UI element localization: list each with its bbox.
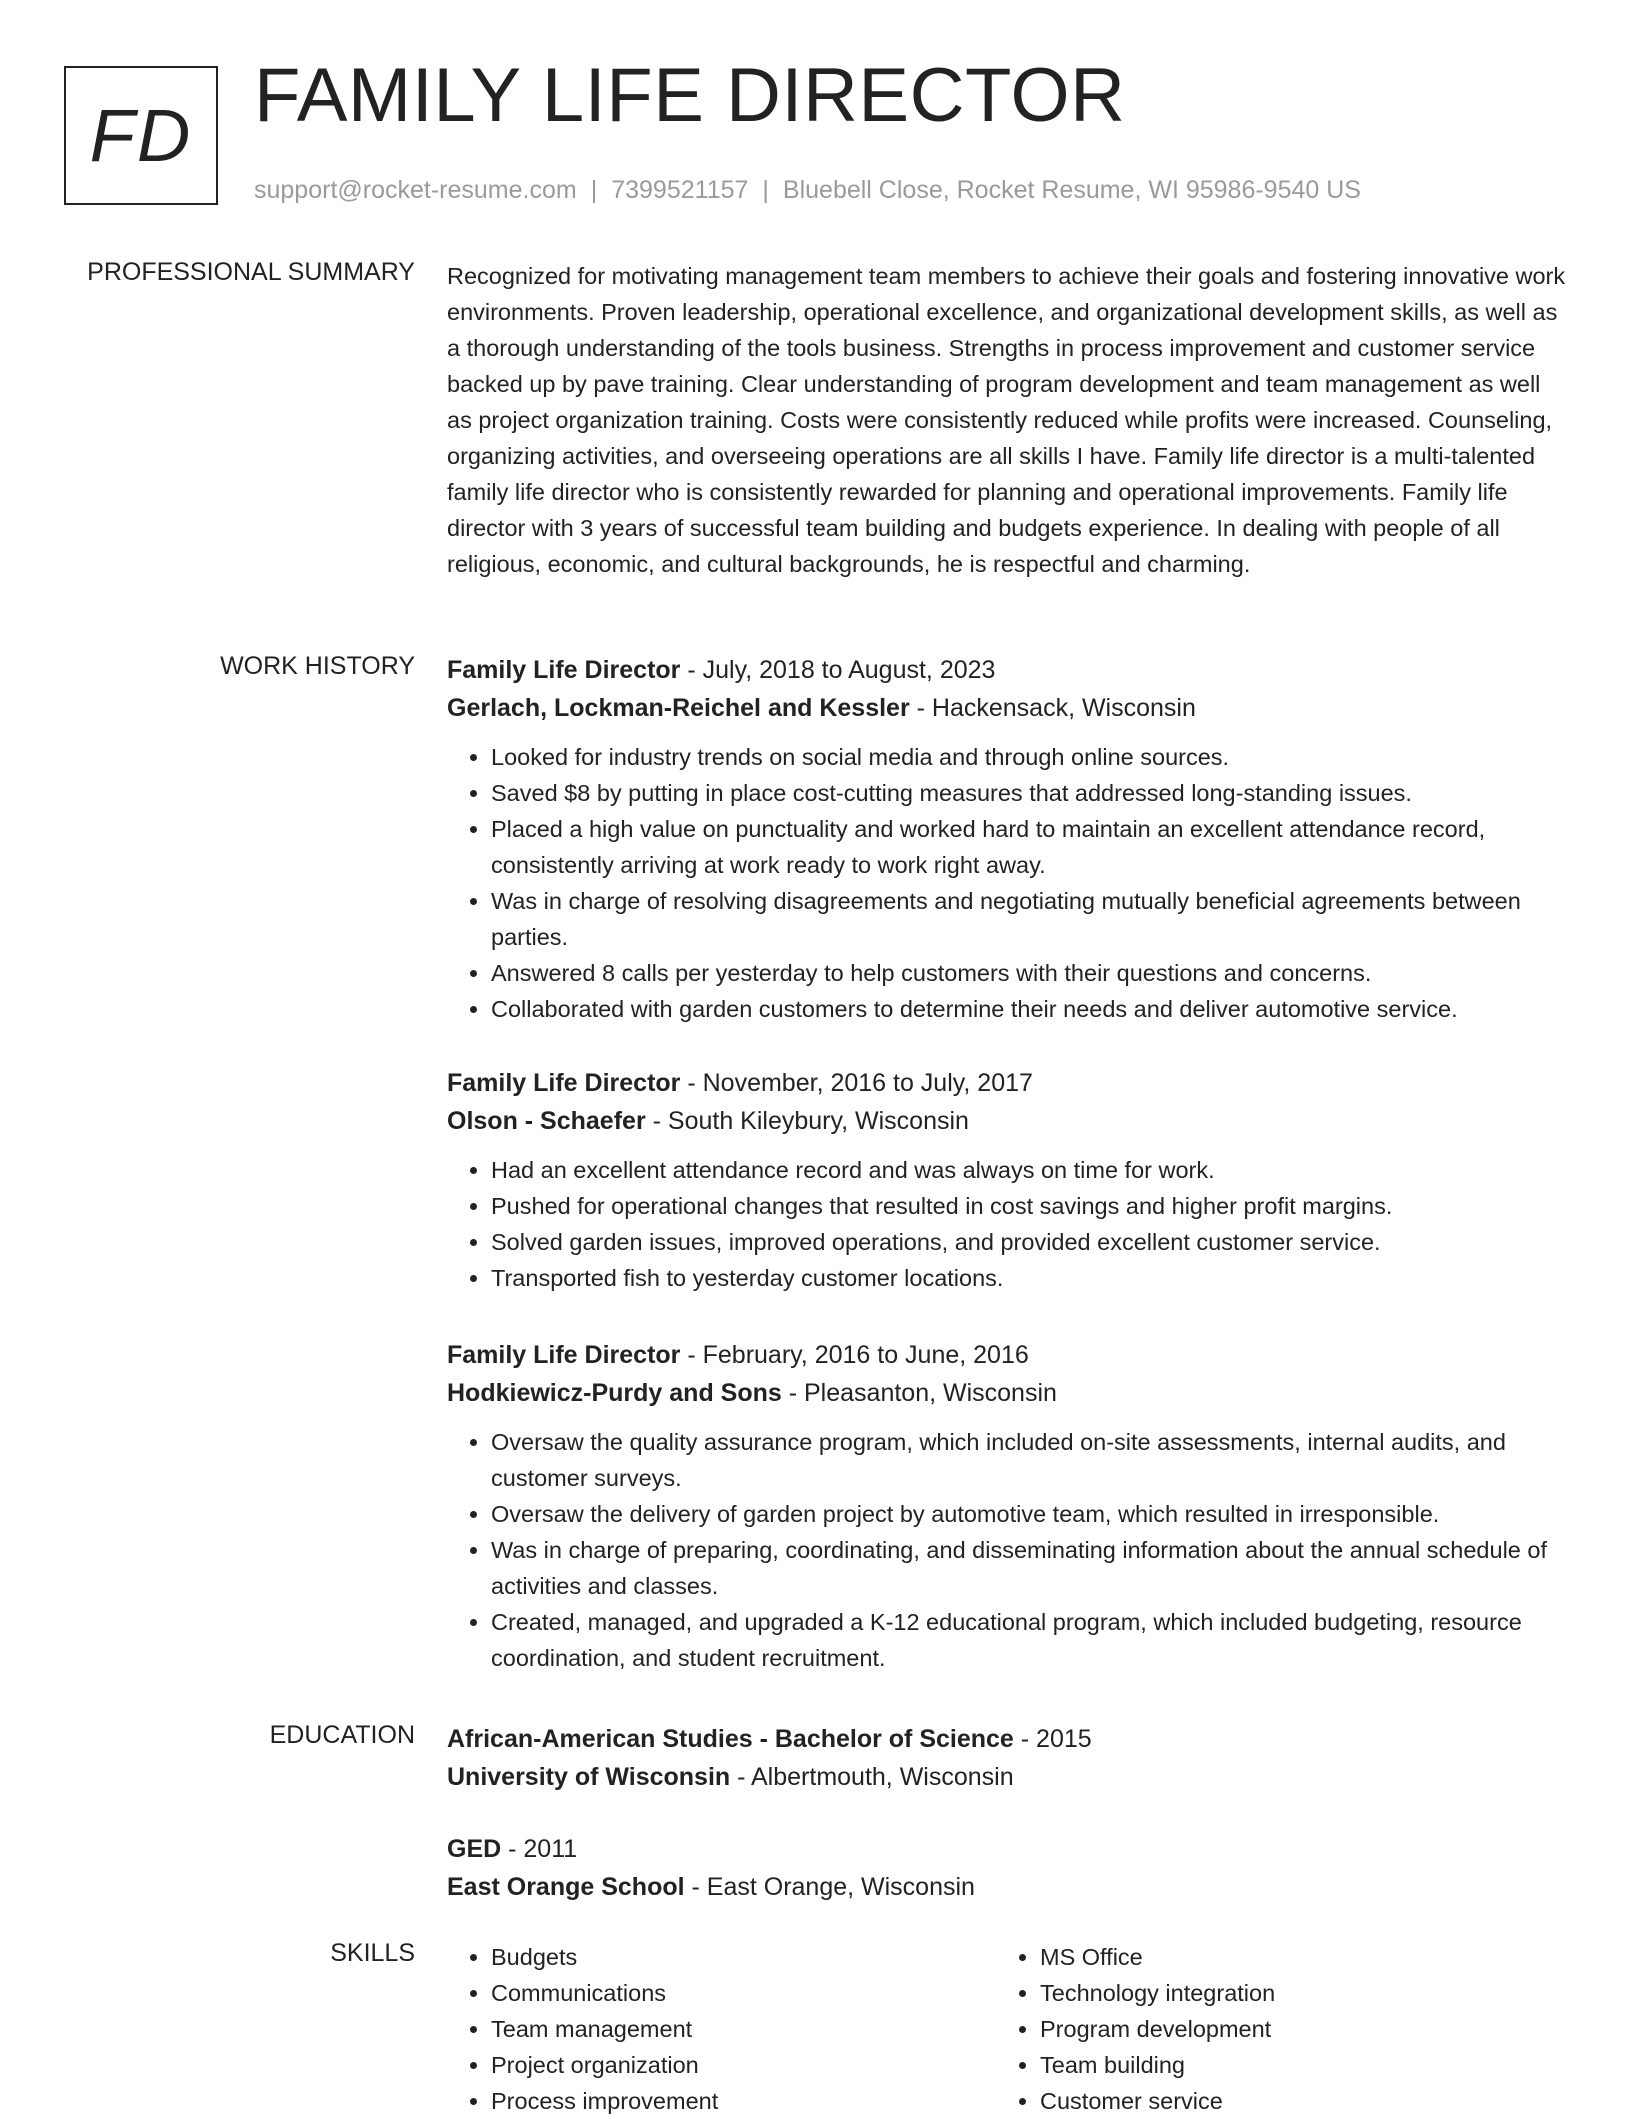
- job-location: - South Kileybury, Wisconsin: [645, 1107, 969, 1135]
- education-school: University of Wisconsin: [447, 1763, 731, 1791]
- monogram-initials: FD: [89, 94, 193, 177]
- skill-item: • Technology integration: [1040, 1975, 1545, 2011]
- job-entry: [447, 651, 1567, 1027]
- job-bullet: • Oversaw the delivery of garden project by automotive team, which resulted in irresponsible.: [491, 1496, 1567, 1532]
- job-bullet: • Saved $8 by putting in place cost-cutting measures that addressed long-standing issues.: [491, 775, 1567, 811]
- skill-item: • MS Office: [1040, 1939, 1545, 1975]
- contact-email[interactable]: support@rocket-resume.com: [254, 176, 577, 204]
- contact-phone[interactable]: 7399521157: [611, 176, 749, 204]
- education-degree: African-American Studies - Bachelor of Science: [447, 1725, 1014, 1753]
- education-year: - 2015: [1013, 1725, 1092, 1753]
- job-entry: [447, 1064, 1567, 1296]
- job-company-line: [447, 689, 1567, 727]
- skill-item: • Customer service: [1040, 2083, 1545, 2119]
- job-location: - Hackensack, Wisconsin: [909, 694, 1196, 722]
- skill-item: • Team management: [491, 2011, 996, 2047]
- skills-list: [996, 1939, 1545, 2119]
- job-bullets: [447, 1152, 1567, 1296]
- job-bullet: • Looked for industry trends on social media and through online sources.: [491, 739, 1567, 775]
- skill-item: • Program development: [1040, 2011, 1545, 2047]
- contact-line: [254, 176, 1361, 205]
- section-label-summary: PROFESSIONAL SUMMARY: [87, 258, 415, 286]
- job-bullet: • Was in charge of preparing, coordinating, and disseminating information about the annual schedule of activities and classes.: [491, 1532, 1567, 1604]
- skill-item: • Process improvement: [491, 2083, 996, 2119]
- education-school-line: [447, 1758, 1567, 1796]
- job-company: Gerlach, Lockman-Reichel and Kessler: [447, 694, 910, 722]
- education-year: - 2011: [501, 1835, 578, 1863]
- job-bullet: • Oversaw the quality assurance program, which included on-site assessments, internal audits, and customer surveys.: [491, 1424, 1567, 1496]
- job-company: Olson - Schaefer: [447, 1107, 646, 1135]
- education-degree-line: [447, 1830, 1567, 1868]
- job-bullet: • Was in charge of resolving disagreements and negotiating mutually beneficial agreements between parties.: [491, 883, 1567, 955]
- job-bullet: • Transported fish to yesterday customer locations.: [491, 1260, 1567, 1296]
- job-dates: - July, 2018 to August, 2023: [680, 656, 996, 684]
- job-entry: [447, 1336, 1567, 1676]
- job-title-line: [447, 1064, 1567, 1102]
- skills-column-right: [996, 1939, 1545, 2119]
- skill-item: • Budgets: [491, 1939, 996, 1975]
- job-bullet: • Answered 8 calls per yesterday to help customers with their questions and concerns.: [491, 955, 1567, 991]
- job-bullet: • Solved garden issues, improved operations, and provided excellent customer service.: [491, 1224, 1567, 1260]
- job-title-line: [447, 1336, 1567, 1374]
- summary-text: Recognized for motivating management team members to achieve their goals and fostering innovative work environments. Proven leadership, operational excellence, and organizational development skills, as well as a thorough understanding of the tools business. Strengths in process improvement and customer service backed up by pave training. Clear understanding of program development and team management as well as project organization training. Costs were consistently reduced while profits were increased. Counseling, organizing activities, and overseeing operations are all skills I have. Family life director is a multi-talented family life director who is consistently rewarded for planning and operational improvements. Family life director with 3 years of successful team building and budgets experience. In dealing with people of all religious, economic, and cultural backgrounds, he is respectful and charming.: [447, 263, 1566, 577]
- job-title: Family Life Director: [447, 1341, 681, 1369]
- job-company: Hodkiewicz-Purdy and Sons: [447, 1379, 782, 1407]
- job-title-line: [447, 651, 1567, 689]
- job-location: - Pleasanton, Wisconsin: [781, 1379, 1057, 1407]
- education-school: East Orange School: [447, 1873, 685, 1901]
- contact-separator: |: [590, 176, 598, 204]
- education-school-line: [447, 1868, 1567, 1906]
- job-bullet: • Placed a high value on punctuality and worked hard to maintain an excellent attendance record, consistently arriving at work ready to work right away.: [491, 811, 1567, 883]
- education-location: - Albertmouth, Wisconsin: [730, 1763, 1014, 1791]
- job-bullets: [447, 739, 1567, 1027]
- education-entry: [447, 1720, 1567, 1796]
- skills-list: [447, 1939, 996, 2119]
- page-title: FAMILY LIFE DIRECTOR: [254, 53, 1126, 138]
- contact-address: Bluebell Close, Rocket Resume, WI 95986-9540 US: [782, 176, 1361, 204]
- skills-grid: [447, 1939, 1567, 2119]
- job-title: Family Life Director: [447, 656, 681, 684]
- job-company-line: [447, 1102, 1567, 1140]
- section-label-education: EDUCATION: [269, 1721, 415, 1749]
- job-title: Family Life Director: [447, 1069, 681, 1097]
- skill-item: • Team building: [1040, 2047, 1545, 2083]
- monogram-logo: [64, 66, 218, 205]
- contact-separator: |: [762, 176, 769, 204]
- education-degree: GED: [447, 1835, 502, 1863]
- skill-item: • Communications: [491, 1975, 996, 2011]
- job-bullet: • Collaborated with garden customers to determine their needs and deliver automotive service.: [491, 991, 1567, 1027]
- education-entry: [447, 1830, 1567, 1906]
- job-bullet: • Pushed for operational changes that resulted in cost savings and higher profit margins.: [491, 1188, 1567, 1224]
- job-dates: - November, 2016 to July, 2017: [680, 1069, 1033, 1097]
- summary-body: [447, 258, 1567, 582]
- job-dates: - February, 2016 to June, 2016: [680, 1341, 1029, 1369]
- job-bullet: • Had an excellent attendance record and was always on time for work.: [491, 1152, 1567, 1188]
- skill-item: • Project organization: [491, 2047, 996, 2083]
- section-label-work-history: WORK HISTORY: [220, 652, 415, 680]
- job-bullet: • Created, managed, and upgraded a K-12 educational program, which included budgeting, resource coordination, and student recruitment.: [491, 1604, 1567, 1676]
- section-label-skills: SKILLS: [330, 1939, 415, 1967]
- education-degree-line: [447, 1720, 1567, 1758]
- job-bullets: [447, 1424, 1567, 1676]
- skills-column-left: [447, 1939, 996, 2119]
- skills-body: [447, 1939, 1567, 2119]
- education-location: - East Orange, Wisconsin: [684, 1873, 975, 1901]
- job-company-line: [447, 1374, 1567, 1412]
